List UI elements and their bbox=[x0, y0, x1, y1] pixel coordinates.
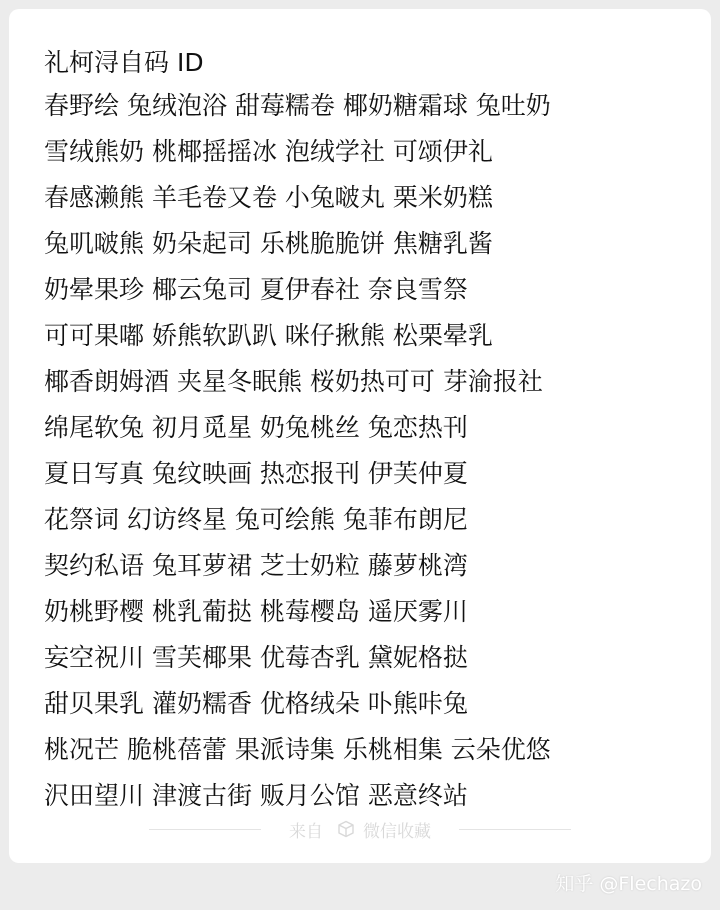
list-line: 春野绘 兔绒泡浴 甜莓糯卷 椰奶糖霜球 兔吐奶 bbox=[44, 91, 551, 120]
note-card bbox=[9, 9, 711, 863]
list-line: 花祭词 幻访终星 兔可绘熊 兔菲布朗尼 bbox=[44, 505, 468, 534]
list-line: 夏日写真 兔纹映画 热恋报刊 伊芙仲夏 bbox=[44, 459, 468, 488]
watermark: 知乎 @Flechazo bbox=[555, 873, 702, 895]
name-list bbox=[44, 43, 691, 819]
list-line: 桃况芒 脆桃蓓蕾 果派诗集 乐桃相集 云朵优悠 bbox=[44, 735, 551, 764]
list-line: 契约私语 兔耳萝裙 芝士奶粒 藤萝桃湾 bbox=[44, 551, 468, 580]
list-line: 奶桃野樱 桃乳葡挞 桃莓樱岛 遥厌雾川 bbox=[44, 597, 468, 626]
list-line: 兔叽啵熊 奶朵起司 乐桃脆脆饼 焦糖乳酱 bbox=[44, 229, 493, 258]
list-line: 可可果嘟 娇熊软趴趴 咪仔揪熊 松栗晕乳 bbox=[44, 321, 493, 350]
list-line: 春感濑熊 羊毛卷又卷 小兔啵丸 栗米奶糕 bbox=[44, 183, 493, 212]
list-line: 雪绒熊奶 桃椰摇摇冰 泡绒学社 可颂伊礼 bbox=[44, 137, 493, 166]
list-line: 绵尾软兔 初月觅星 奶兔桃丝 兔恋热刊 bbox=[44, 413, 468, 442]
list-line: 椰香朗姆酒 夹星冬眠熊 桜奶热可可 芽渝报社 bbox=[44, 367, 543, 396]
list-line: 奶晕果珍 椰云兔司 夏伊春社 奈良雪祭 bbox=[44, 275, 468, 304]
list-line: 甜贝果乳 灌奶糯香 优格绒朵 卟熊咔兔 bbox=[44, 689, 468, 718]
list-line: 妄空祝川 雪芙椰果 优莓杏乳 黛妮格挞 bbox=[44, 643, 468, 672]
from-label: 来自 bbox=[289, 821, 323, 842]
list-title: 礼柯浔自码 ID bbox=[44, 48, 204, 77]
divider-right bbox=[459, 829, 571, 830]
source-footer bbox=[9, 814, 711, 844]
cube-icon bbox=[337, 820, 355, 838]
divider-left bbox=[149, 829, 261, 830]
list-line: 沢田望川 津渡古街 贩月公馆 恶意终站 bbox=[44, 781, 468, 810]
source-label: 微信收藏 bbox=[363, 821, 431, 842]
